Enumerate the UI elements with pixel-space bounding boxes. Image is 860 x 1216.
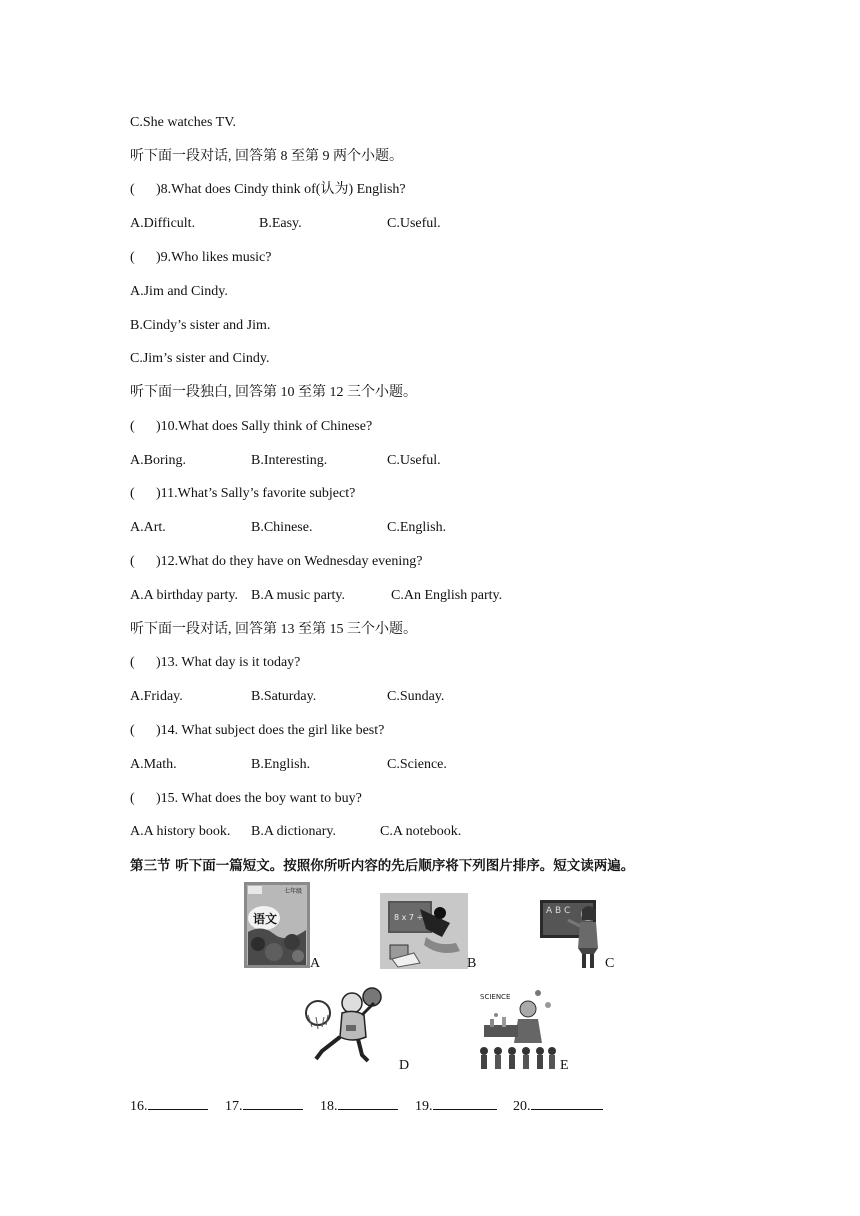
question-text: )15. What does the boy want to buy? xyxy=(156,791,362,806)
option-a: A.A history book. xyxy=(130,824,231,839)
question-15 xyxy=(130,790,362,808)
instruction-13-15: 听下面一段对话, 回答第 13 至第 15 三个小题。 xyxy=(130,622,417,637)
picture-d-label: D xyxy=(399,1058,410,1073)
question-12-options xyxy=(130,587,730,605)
board-text: A B C xyxy=(546,906,571,916)
answer-17 xyxy=(225,1095,303,1116)
math-class-icon xyxy=(380,893,468,969)
answer-blank[interactable] xyxy=(148,1095,208,1110)
answer-20 xyxy=(513,1095,603,1116)
question-10 xyxy=(130,418,372,436)
question-text: )8.What does Cindy think of(认为) English? xyxy=(156,182,406,197)
answer-paren[interactable]: ( xyxy=(130,791,135,806)
section-3-heading: 第三节 听下面一篇短文。按照你所听内容的先后顺序将下列图片排序。短文读两遍。 xyxy=(130,858,635,874)
answer-number: 16. xyxy=(130,1099,148,1114)
science-sign-text: SCIENCE xyxy=(480,993,511,1001)
answer-number: 17. xyxy=(225,1099,243,1114)
question-10-options xyxy=(130,452,730,470)
option-a: A.Difficult. xyxy=(130,216,196,231)
textbook-grade: 七年级 xyxy=(284,888,303,895)
option-c: C.English. xyxy=(387,520,447,535)
option-c-q7: C.She watches TV. xyxy=(130,115,237,130)
option-a: A.A birthday party. xyxy=(130,588,238,603)
answer-blank[interactable] xyxy=(531,1095,603,1110)
option-c: C.Useful. xyxy=(387,453,441,468)
question-text: )12.What do they have on Wednesday evening? xyxy=(156,554,423,569)
answer-19 xyxy=(415,1095,497,1116)
question-11 xyxy=(130,485,355,503)
question-text: )9.Who likes music? xyxy=(156,250,272,265)
picture-e-label: E xyxy=(560,1058,569,1073)
option-b: B.Easy. xyxy=(259,216,302,231)
answer-18 xyxy=(320,1095,398,1116)
question-text: )14. What subject does the girl like best? xyxy=(156,723,385,738)
question-11-options xyxy=(130,519,730,537)
option-b: B.English. xyxy=(251,757,311,772)
picture-e-science xyxy=(476,985,560,1071)
board-text: 8 x 7 ÷ xyxy=(394,913,424,922)
answer-paren[interactable]: ( xyxy=(130,182,135,197)
answer-paren[interactable]: ( xyxy=(130,554,135,569)
answer-blank[interactable] xyxy=(433,1095,497,1110)
answer-blank[interactable] xyxy=(338,1095,398,1110)
picture-b-label: B xyxy=(467,956,477,971)
option-b: B.Cindy’s sister and Jim. xyxy=(130,318,271,333)
option-c: C.Jim’s sister and Cindy. xyxy=(130,351,270,366)
answer-paren[interactable]: ( xyxy=(130,250,135,265)
option-b: B.Saturday. xyxy=(251,689,317,704)
question-14-options xyxy=(130,756,730,774)
answer-16 xyxy=(130,1095,208,1116)
option-a: A.Art. xyxy=(130,520,166,535)
question-14 xyxy=(130,722,384,740)
option-a: A.Friday. xyxy=(130,689,183,704)
picture-c-teacher xyxy=(538,896,602,970)
question-8 xyxy=(130,181,406,199)
option-b: B.Interesting. xyxy=(251,453,328,468)
answer-number: 20. xyxy=(513,1099,531,1114)
answer-number: 18. xyxy=(320,1099,338,1114)
picture-d-basketball xyxy=(302,985,386,1065)
basketball-player-icon xyxy=(302,985,386,1065)
question-8-options xyxy=(130,215,730,233)
question-9 xyxy=(130,249,271,267)
picture-a-label: A xyxy=(310,956,321,971)
answer-paren[interactable]: ( xyxy=(130,486,135,501)
question-13 xyxy=(130,654,300,672)
option-c: C.Sunday. xyxy=(387,689,445,704)
question-13-options xyxy=(130,688,730,706)
answer-paren[interactable]: ( xyxy=(130,655,135,670)
answer-paren[interactable]: ( xyxy=(130,419,135,434)
textbook-title: 语文 xyxy=(253,912,278,926)
answer-blank[interactable] xyxy=(243,1095,303,1110)
picture-b-math-class xyxy=(380,893,468,969)
question-15-options xyxy=(130,823,730,841)
picture-a-textbook xyxy=(244,882,310,968)
option-c: C.A notebook. xyxy=(380,824,462,839)
option-b: B.A dictionary. xyxy=(251,824,337,839)
option-b: B.A music party. xyxy=(251,588,345,603)
question-12 xyxy=(130,553,422,571)
option-b: B.Chinese. xyxy=(251,520,313,535)
option-c: C.An English party. xyxy=(391,588,503,603)
instruction-8-9: 听下面一段对话, 回答第 8 至第 9 两个小题。 xyxy=(130,149,403,164)
option-a: A.Jim and Cindy. xyxy=(130,284,228,299)
option-a: A.Boring. xyxy=(130,453,186,468)
instruction-10-12: 听下面一段独白, 回答第 10 至第 12 三个小题。 xyxy=(130,385,417,400)
question-text: )11.What’s Sally’s favorite subject? xyxy=(156,486,356,501)
answer-paren[interactable]: ( xyxy=(130,723,135,738)
question-text: )10.What does Sally think of Chinese? xyxy=(156,419,373,434)
option-c: C.Science. xyxy=(387,757,447,772)
answer-number: 19. xyxy=(415,1099,433,1114)
answer-row xyxy=(130,1095,650,1113)
option-c: C.Useful. xyxy=(387,216,441,231)
question-text: )13. What day is it today? xyxy=(156,655,301,670)
option-a: A.Math. xyxy=(130,757,177,772)
picture-c-label: C xyxy=(605,956,615,971)
